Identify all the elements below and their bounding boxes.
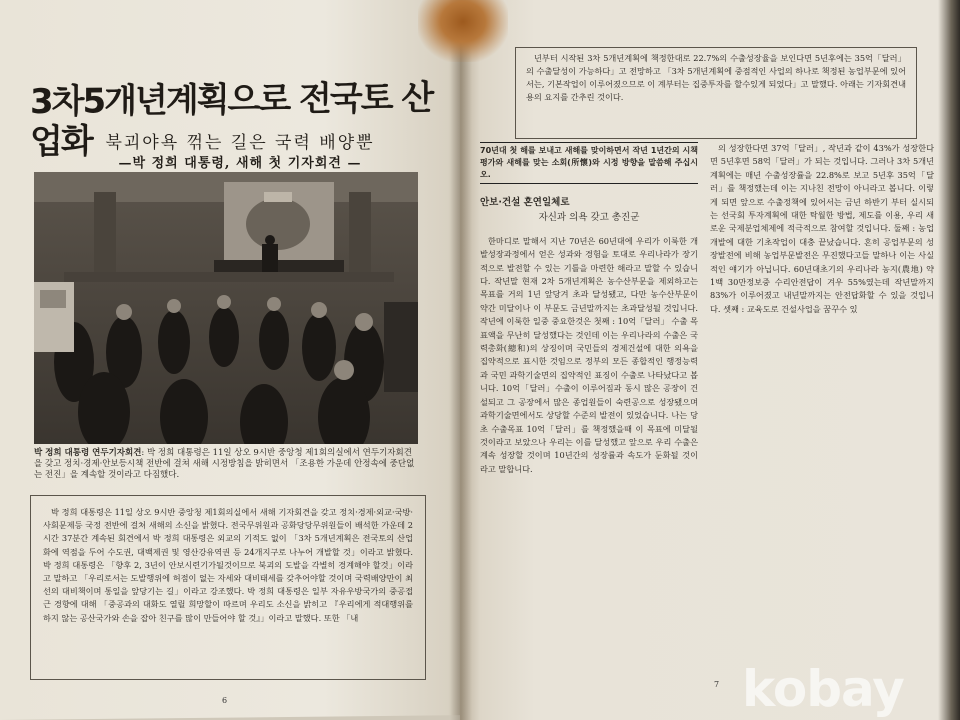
photo-caption bbox=[34, 448, 418, 481]
column-left bbox=[480, 142, 698, 672]
article-lead-box bbox=[30, 495, 426, 680]
caption-text: : 박 정희 대통령은 11일 상오 9시반 중앙청 제1회의실에서 연두기자회견을 갖고 정치·경제·안보등시책 전반에 걸쳐 새해 시정방침을 밝히면서 「조용한 가운데 안정속에 중단없는 전진」을 계속할 것이라고 다짐했다. bbox=[34, 448, 415, 480]
article-byline: —박 정희 대통령, 새해 첫 기자회견 — bbox=[118, 156, 362, 171]
summary-box bbox=[515, 47, 917, 139]
column-right-text: 의 성장한다면 37억「달러」, 작년과 같이 43%가 성장한다면 5년후면 58억「달러」가 되는 것입니다. 그러나 3차 5개년계획에는 매년 수출성장률을 22.8%로 보고 5년후 35억「달러」를 책정했는데 이는 지나친 전망이 아니라고 봅니다. 이렇게 되면 앞으로 수출정책에 있어서는 금년 하반기 부터 실시되는 선국회 투자계획에 대한 탁월한 방법, 제도를 이용, 우리 새로운 국제분업체제에 적극적으로 참여할 것입니다. 둘째 : 농업 개발에 대한 기초작업이 대충 끝났습니다. 혼히 공업부문의 성장발전에 비해 농업부문발전은 무진했다고들 말하나 이는 사실적인 얘기가 아닙니다. 60년대초기의 우리나라 농지(農地) 약 1백 30만정보중 수리안전답이 겨우 55%였는데 작년말까지 83%가 이루어졌고 내년말까지는 안전답화할 수 있을 것입니다. 셋째 : 교육도로 건설사업을 꿈꾸수 있 bbox=[710, 143, 934, 314]
article-headline: 3차5개년계획으로 전국토 산업화 bbox=[30, 77, 433, 163]
water-stain bbox=[418, 0, 508, 62]
interview-question: 70년대 첫 해를 보내고 새해를 맞이하면서 작년 1년간의 시책 평가와 새해를 맞는 소회(所懷)와 시정 방향을 말씀해 주십시오. bbox=[480, 142, 698, 184]
caption-title: 박 정희 대통령 연두기자회견 bbox=[34, 448, 142, 458]
summary-text: 년부터 시작된 3차 5개년계획에 책정한대로 22.7%의 수출성장율을 보인다면 5년후에는 35억「달러」의 수출달성이 가능하다」고 전망하고 「3차 5개년계획에 중점적인 사업의 하나로 책정된 농업부문에 있어서는, 기본작업이 이루어졌으므로 이 계부터는 집중투자를 할수있게 되었다」고 말했다. 아래는 기자회견내용의 요지를 간추린 것이다. bbox=[526, 53, 906, 102]
section-title: 안보·건설 혼연일체로 bbox=[480, 197, 570, 208]
article-lead-text: 박 정희 대통령은 11일 상오 9시반 중앙청 제1회의실에서 새해 기자회견을 갖고 정치·경제·외교·국방·사회문제등 국정 전반에 걸쳐 새해의 소신을 밝혔다. 전국무위원과 공화당당무위원들이 배석한 가운데 2시간 37분간 계속된 회견에서 박 정희 대통령은 외교의 기적도 없이 「3차 5개년계획은 전국토의 산업화에 역점을 두어 수도권, 대백제권 및 영산강유역권 등 24개지구로 나누어 개발할 것」이라고 밝혔다. 박 정희 대통령은 「향후 2, 3년이 안보시련기가될것이므로 북괴의 도발을 각별히 경계해야 할것」이라고 말하고 「우리로서는 도발행위에 허점이 없는 자세와 대비태세를 갖추어야할 것이며 국력배양만이 최선의 대비책이며 통일을 앞당기는 길」이라고 강조했다. 박 정희 대통령은 일부 자유우방국가의 중공접근 경향에 대해 「중공과의 대화도 열릴 희망할이 따르며 우리도 소신을 밝히고 『우리에게 적대행위를 하지 않는 공산국가와 손을 잡아 친구를 많이 만들어야 할 것』」이라고 말했다. 또한 「내 bbox=[43, 507, 413, 623]
page-edge-shadow bbox=[938, 0, 960, 720]
page-number-right: 7 bbox=[714, 680, 720, 689]
section-subtitle: 자신과 의욕 갖고 총진군 bbox=[538, 212, 640, 224]
page-number-left: 6 bbox=[222, 696, 228, 705]
photo-illustration bbox=[34, 172, 418, 444]
watermark-logo: kobay bbox=[742, 660, 904, 718]
article-subhead: 북괴야욕 꺾는 길은 국력 배양뿐 bbox=[105, 133, 375, 153]
column-right bbox=[710, 142, 934, 672]
book-gutter bbox=[450, 0, 472, 720]
press-conference-photo bbox=[34, 172, 418, 444]
column-left-text: 한마디로 말해서 지난 70년은 60년대에 우리가 이룩한 개발성장과정에서 얻은 성과와 경험을 토대로 우리나라가 장기적으로 발전할 수 있는 기틀을 마련한 해라고 말할 수 있습니다. 작년말 현재 2차 5개년계획은 농수산부문을 제외하고는 목표를 거의 1년 앞당겨 초과 달성됐고, 다만 농수산부문이 약간 미달이나 이 부문도 금년말까지는 초과달성될 것입니다. 작년에 이룩한 일중 중요한것은 첫째 : 10억「달러」 수출 목표액을 무난히 달성했다는 것인데 이는 우리나라의 수출은 국력총화(總和)의 상징이며 국민들의 경제건설에 대한 의욕을 집약적으로 표시한 것임으로 정부의 모든 종합적인 행정능력과 국민 과학기술면의 집약적인 표징이 수출로 나타났다고 봅니다. 10억「달러」수출이 이루어짐과 동시 많은 공장이 건설되고 그 공장에서 많은 종업원들이 숙련공으로 성장됐으며 과학기술면에서도 상당할 수준의 발전이 있었습니다. 나는 당초 수출목표 10억「달러」를 책정했을때 이 목표에 미달될 것이라고 보았으나 우리는 이를 달성했고 앞으로 우리 수출은 계속 성장할 것이며 10년간의 성장률과 속도가 둔화될 것이라고 말합니다. bbox=[480, 235, 698, 474]
